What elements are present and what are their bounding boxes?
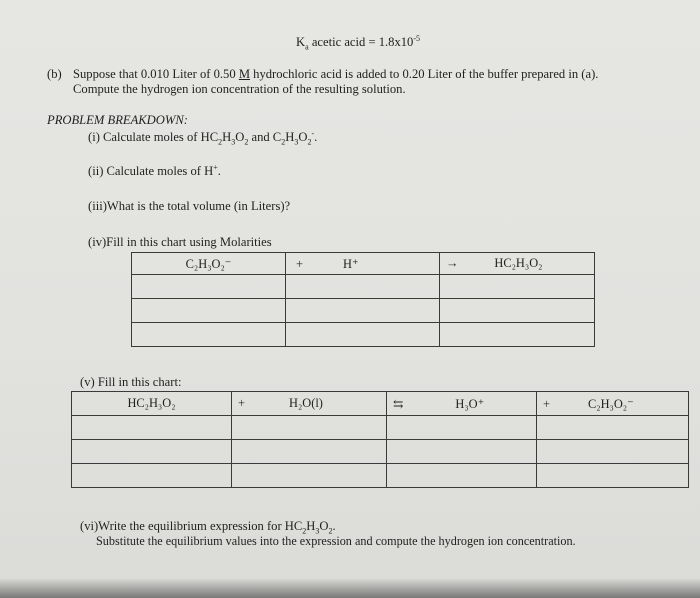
- table-row: [132, 323, 595, 347]
- txt: H: [306, 519, 316, 533]
- chart-cell[interactable]: [72, 416, 232, 440]
- chart-cell[interactable]: [132, 299, 286, 323]
- step-ii: [88, 164, 221, 179]
- ka-subscript: a: [305, 42, 309, 52]
- acetic-acid-species: HC₂H₃O₂: [127, 396, 176, 410]
- plus-sign: +: [543, 396, 550, 411]
- hydrogen-ion-species: H⁺: [343, 256, 359, 271]
- sub: 2: [328, 526, 333, 536]
- txt: .: [217, 164, 221, 178]
- step-iv: (iv)Fill in this chart using Molarities: [88, 235, 272, 249]
- reaction-arrow-icon: →: [446, 256, 459, 270]
- acetic-acid-species: HC₂H₃O₂: [494, 256, 543, 270]
- part-b-line1-text: Suppose that 0.010 Liter of 0.50: [73, 67, 239, 81]
- ka-symbol: K: [296, 35, 306, 49]
- chart-cell[interactable]: [286, 275, 440, 299]
- table-row: [72, 464, 689, 488]
- sub: 3: [294, 137, 299, 147]
- table-row: [132, 275, 595, 299]
- part-b-line1-rest: hydrochloric acid is added to 0.20 Liter of the buffer prepared in (a).: [250, 67, 599, 81]
- sub: 2: [307, 137, 312, 147]
- txt: O: [319, 519, 329, 533]
- acetate-species: C₂H₃O₂⁻: [588, 396, 634, 411]
- chart-cell[interactable]: [232, 440, 387, 464]
- water-species: H₂O(l): [289, 396, 323, 410]
- step-i-text: (i) Calculate moles of HC: [88, 130, 219, 144]
- part-b-label: (b): [47, 67, 62, 81]
- chart-v-header-cell: [72, 392, 232, 416]
- chart-cell[interactable]: [440, 275, 595, 299]
- txt: .: [332, 519, 336, 533]
- chart-cell[interactable]: [72, 440, 232, 464]
- equilibrium-arrows-icon: ⇆: [393, 396, 404, 411]
- table-row: [132, 299, 595, 323]
- chart-iv-header-cell: [132, 253, 286, 275]
- sub: 2: [302, 526, 307, 536]
- chart-cell[interactable]: [387, 416, 537, 440]
- chart-v-header-cell: [387, 392, 537, 416]
- part-b-line2: Compute the hydrogen ion concentration of the resulting solution.: [73, 82, 406, 96]
- txt: .: [314, 130, 318, 144]
- breakdown-title: PROBLEM BREAKDOWN:: [47, 113, 188, 127]
- chart-cell[interactable]: [286, 323, 440, 347]
- hydronium-species: H₃O⁺: [455, 396, 485, 411]
- plus-sign: +: [238, 396, 245, 410]
- part-b-line1: [73, 67, 598, 82]
- step-vi-line2: Substitute the equilibrium values into the expression and compute the hydrogen ion concentration.: [96, 534, 576, 548]
- chart-cell[interactable]: [440, 323, 595, 347]
- sub: 2: [218, 137, 223, 147]
- chart-cell[interactable]: [387, 440, 537, 464]
- ka-value: acetic acid = 1.8x10: [308, 35, 414, 49]
- chart-cell[interactable]: [440, 299, 595, 323]
- chart-cell[interactable]: [537, 464, 689, 488]
- chart-cell[interactable]: [232, 464, 387, 488]
- table-row: [72, 416, 689, 440]
- ka-exponent: -5: [413, 33, 421, 43]
- sub: 2: [244, 137, 249, 147]
- step-vi: [80, 519, 336, 534]
- ka-line: [296, 35, 420, 50]
- chart-cell[interactable]: [387, 464, 537, 488]
- chart-iv-header-row: [132, 253, 595, 275]
- txt: O: [298, 130, 308, 144]
- chart-cell[interactable]: [232, 416, 387, 440]
- txt: H: [222, 130, 232, 144]
- step-iii: (iii)What is the total volume (in Liters)?: [88, 199, 291, 213]
- chart-iv: [131, 252, 595, 347]
- chart-cell[interactable]: [72, 464, 232, 488]
- sub: 3: [231, 137, 236, 147]
- plus-sign: +: [296, 256, 303, 271]
- acetate-species: C₂H₃O₂⁻: [185, 256, 232, 271]
- chart-v-header-cell: [232, 392, 387, 416]
- chart-cell[interactable]: [537, 416, 689, 440]
- step-vi-text: (vi)Write the equilibrium expression for HC: [80, 519, 303, 533]
- chart-v-header-row: [72, 392, 689, 416]
- txt: and C: [248, 130, 282, 144]
- chart-cell[interactable]: [132, 275, 286, 299]
- chart-iv-header-cell: [440, 253, 595, 275]
- step-ii-text: (ii) Calculate moles of H: [88, 164, 214, 178]
- step-v: (v) Fill in this chart:: [80, 375, 182, 389]
- sup: -: [311, 128, 315, 138]
- chart-v: [71, 391, 689, 488]
- chart-cell[interactable]: [537, 440, 689, 464]
- chart-cell[interactable]: [286, 299, 440, 323]
- molarity-unit: M: [238, 67, 251, 81]
- sup: +: [213, 162, 218, 172]
- chart-iv-header-cell: [286, 253, 440, 275]
- table-row: [72, 440, 689, 464]
- sub: 3: [315, 526, 320, 536]
- photo-shadow: [0, 578, 700, 598]
- txt: O: [235, 130, 245, 144]
- txt: H: [285, 130, 295, 144]
- step-i: [88, 130, 317, 145]
- sub: 2: [281, 137, 286, 147]
- chart-cell[interactable]: [132, 323, 286, 347]
- chart-v-header-cell: [537, 392, 689, 416]
